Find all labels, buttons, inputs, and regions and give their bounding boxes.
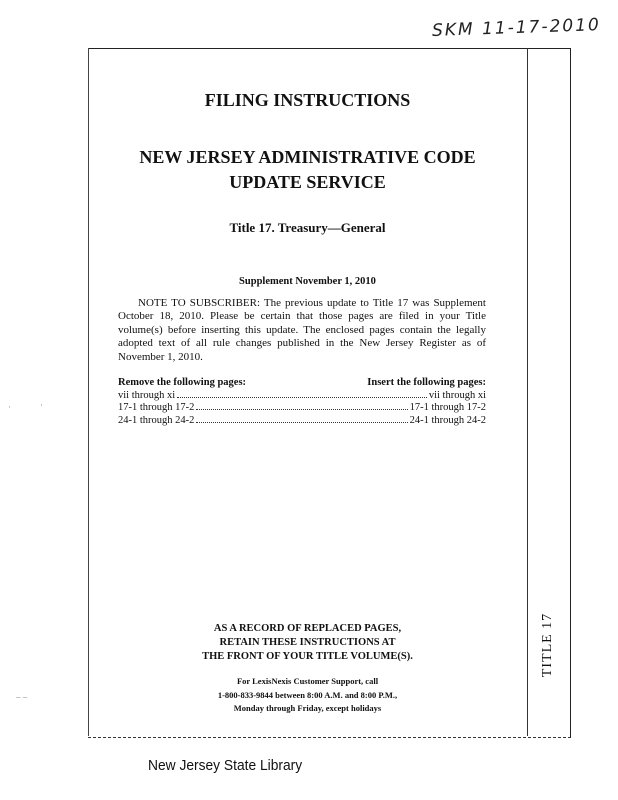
table-header [118,377,486,390]
dot-leader [177,397,427,398]
supplement-date: Supplement November 1, 2010 [239,276,376,287]
document-title: FILING INSTRUCTIONS [204,90,411,110]
support-line: For LexisNexis Customer Support, call [236,676,379,686]
remove-header: Remove the following pages: [118,377,247,388]
scan-speck: · [8,402,11,412]
insert-pages: vii through xi [428,389,486,401]
scan-speck: – – [16,692,28,702]
support-line: Monday through Friday, except holidays [233,703,382,713]
dot-leader [196,422,407,423]
scan-speck: · [40,400,43,410]
handwritten-annotation: SKM 11-17-2010 [431,15,602,41]
subscriber-note: NOTE TO SUBSCRIBER: The previous update to Title 17 was Supplement October 18, 2010. Please be certain that those pages are filed in your Title volume(s) before inserting this update. The enclosed pages contain the legally adopted text of all rule changes published in the New Jersey Register as of November 1, 2010. [118,297,486,363]
record-line: AS A RECORD OF REPLACED PAGES, [213,623,402,634]
remove-pages: vii through xi [118,389,176,401]
table-row [118,402,486,415]
remove-pages: 17-1 through 17-2 [118,402,195,414]
insert-pages: 24-1 through 24-2 [409,414,486,426]
library-footer: New Jersey State Library [148,757,303,774]
title-subject: Title 17. Treasury—General [229,220,386,235]
table-row [118,390,486,403]
spine-divider [527,48,528,736]
insert-pages: 17-1 through 17-2 [409,402,486,414]
table-row [118,415,486,428]
insert-header: Insert the following pages: [367,377,486,388]
support-line: 1-800-833-9844 between 8:00 A.M. and 8:00 P.M., [217,689,398,700]
remove-pages: 24-1 through 24-2 [118,414,195,426]
page-replacement-table [118,377,486,427]
code-title-line1: NEW JERSEY ADMINISTRATIVE CODE [139,147,476,167]
dot-leader [196,409,407,410]
record-line: RETAIN THESE INSTRUCTIONS AT [219,637,396,648]
spine-tab [533,605,563,685]
spine-label: TITLE 17 [540,612,555,678]
code-title-line2: UPDATE SERVICE [229,172,386,192]
record-line: THE FRONT OF YOUR TITLE VOLUME(S). [202,651,413,662]
customer-support [88,675,527,716]
record-instructions [88,622,527,664]
